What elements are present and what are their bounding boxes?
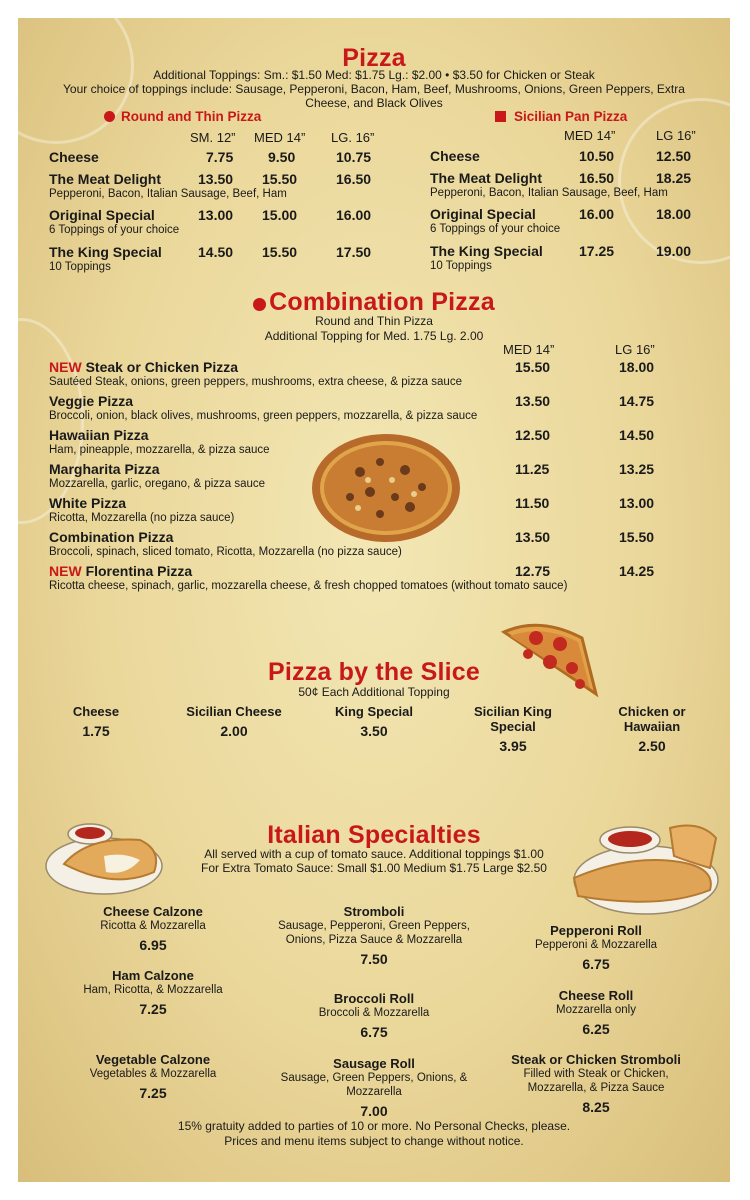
specialty-item-price: 7.50 [360,951,388,967]
specialty-item-price: 6.75 [360,1024,388,1040]
combination-item-desc: Mozzarella, garlic, oregano, & pizza sauce [49,478,266,490]
specialty-item-desc: Pepperoni & Mozzarella [534,939,658,951]
combination-topping-note: Additional Topping for Med. 1.75 Lg. 2.00 [264,329,484,343]
bullet-icon [104,111,115,122]
specialty-item-name: Cheese Calzone [103,904,203,919]
round-item-price: 17.50 [336,244,372,260]
slice-item-name: King Special [334,704,414,719]
combination-item-price: 13.00 [619,495,655,511]
round-item-name: Cheese [49,149,99,165]
sicilian-pan-heading: Sicilian Pan Pizza [495,109,627,124]
new-badge: NEW [49,563,82,579]
round-item-price: 14.50 [198,244,234,260]
sicilian-item-price: 10.50 [579,148,615,164]
round-item-name: Original Special [49,207,155,223]
combination-item-desc: Ricotta, Mozzarella (no pizza sauce) [49,512,235,524]
round-item-desc: 10 Toppings [49,261,111,273]
specialty-item [264,1056,484,1119]
sicilian-item-desc: 6 Toppings of your choice [430,223,561,235]
toppings-choice-note-cont: Cheese, and Black Olives [305,96,443,110]
sicilian-item-price: 18.25 [656,170,692,186]
specialty-item [486,1052,706,1115]
sicilian-item-price: 12.50 [656,148,692,164]
specialty-item-price: 6.95 [139,937,167,953]
combination-item-name: White Pizza [49,495,127,511]
combination-item-price: 14.50 [619,427,655,443]
round-size-sm: SM. 12” [190,130,236,145]
sicilian-item-price: 17.25 [579,243,615,259]
specialty-item-price: 7.25 [139,1001,167,1017]
specialty-item [496,988,696,1037]
specialty-item-price: 6.75 [582,956,610,972]
sicilian-item-name: Original Special [430,206,536,222]
combination-item-desc: Broccoli, spinach, sliced tomato, Ricotta, Mozzarella (no pizza sauce) [49,546,402,558]
specialty-item-desc: Mozzarella only [556,1004,636,1016]
round-item-price: 9.50 [268,149,296,165]
specialty-item [58,904,248,953]
bullet-icon [253,298,266,311]
specialty-item-name: Stromboli [343,904,405,919]
combination-item-price: 11.50 [515,495,550,511]
combination-item-desc: Ricotta cheese, spinach, garlic, mozzarella cheese, & fresh chopped tomatoes (without tomato sauce) [49,580,568,592]
sicilian-item-desc: 10 Toppings [430,260,492,272]
slice-item [602,704,702,754]
sicilian-item-price: 16.50 [579,170,615,186]
toppings-choice-note: Your choice of toppings include: Sausage, Pepperoni, Bacon, Ham, Beef, Mushrooms, Onions, Green Peppers, Extra [63,82,685,96]
round-item-desc: 6 Toppings of your choice [49,224,180,236]
specialty-item-name: Vegetable Calzone [95,1052,211,1067]
combination-item-name: NEW Steak or Chicken Pizza [49,359,239,375]
specialty-item [58,1052,248,1101]
round-item-price: 16.00 [336,207,372,223]
slice-item-price: 2.50 [638,738,666,754]
slice-item [48,704,144,739]
slice-item [458,704,568,754]
round-size-med: MED 14” [254,130,306,145]
slice-item-name: Cheese [72,704,120,719]
combination-item-price: 15.50 [619,529,655,545]
specialty-item-price: 7.25 [139,1085,167,1101]
specialty-item [58,968,248,1017]
combination-title: Combination Pizza [18,288,730,317]
pizza-title: Pizza [342,44,406,72]
specialty-item-desc: Broccoli & Mozzarella [318,1007,430,1019]
combination-item-price: 13.25 [619,461,655,477]
combination-size-lg: LG 16” [615,342,655,357]
specialty-item-name: Ham Calzone [112,968,194,983]
slice-item [168,704,300,739]
sicilian-size-lg: LG 16” [656,128,696,143]
combination-item-price: 14.25 [619,563,655,579]
round-item-price: 16.50 [336,171,372,187]
specialty-item-price: 7.00 [360,1103,388,1119]
specialty-item-name: Sausage Roll [333,1056,415,1071]
combination-item-price: 11.25 [515,461,550,477]
combination-item-price: 13.50 [515,393,551,409]
round-item-desc: Pepperoni, Bacon, Italian Sausage, Beef, Ham [49,188,287,200]
round-thin-heading: Round and Thin Pizza [104,109,261,124]
specialties-extra-sauce-note: For Extra Tomato Sauce: Small $1.00 Medium $1.75 Large $2.50 [201,861,547,875]
round-item-price: 13.00 [198,207,234,223]
combination-subtitle: Round and Thin Pizza [315,314,433,328]
round-item-price: 15.00 [262,207,298,223]
round-item-name: The Meat Delight [49,171,162,187]
combination-item-price: 12.75 [515,563,551,579]
slice-item-name: Sicilian Cheese [186,704,282,719]
round-item-name: The King Special [49,244,162,260]
combination-item-name: Veggie Pizza [49,393,134,409]
specialty-item [264,991,484,1040]
slice-item-name: Chicken or Hawaiian [618,704,686,734]
gratuity-note: 15% gratuity added to parties of 10 or more. No Personal Checks, please. [177,1119,571,1133]
sicilian-size-med: MED 14” [564,128,616,143]
specialty-item-name: Cheese Roll [558,988,634,1003]
combination-item-price: 15.50 [515,359,551,375]
whole-pizza-image [310,432,462,544]
round-item-price: 15.50 [262,171,298,187]
combination-item-name: Hawaiian Pizza [49,427,149,443]
specialty-item [264,904,484,967]
combination-item-price: 14.75 [619,393,655,409]
toppings-pricing-note: Additional Toppings: Sm.: $1.50 Med: $1.75 Lg.: $2.00 • $3.50 for Chicken or Steak [153,68,595,82]
sicilian-item-name: The King Special [430,243,543,259]
round-item-price: 13.50 [198,171,234,187]
specialty-item-desc: Filled with Steak or Chicken, Mozzarella, & Pizza Sauce [523,1068,669,1094]
combination-size-med: MED 14” [503,342,555,357]
new-badge: NEW [49,359,82,375]
specialty-item-desc: Sausage, Pepperoni, Green Peppers, Onions, Pizza Sauce & Mozzarella [278,920,470,946]
specialty-item-desc: Sausage, Green Peppers, Onions, & Mozzarella [280,1072,468,1098]
sicilian-item-price: 18.00 [656,206,692,222]
combination-item-price: 18.00 [619,359,655,375]
sicilian-item-name: The Meat Delight [430,170,543,186]
sicilian-item-name: Cheese [430,148,480,164]
slice-item-price: 3.50 [360,723,388,739]
specialty-item-name: Broccoli Roll [333,991,415,1006]
round-item-price: 15.50 [262,244,298,260]
combination-item-name: NEW Florentina Pizza [49,563,193,579]
sicilian-item-desc: Pepperoni, Bacon, Italian Sausage, Beef, Ham [430,187,668,199]
slice-item [318,704,430,739]
combination-item-desc: Broccoli, onion, black olives, mushrooms, green peppers, mozzarella, & pizza sauce [49,410,478,422]
specialty-item-price: 8.25 [582,1099,610,1115]
combination-item-name: Margharita Pizza [49,461,160,477]
menu-page [18,18,730,1182]
specialties-note: All served with a cup of tomato sauce. Additional toppings $1.00 [204,847,544,861]
specialty-item [496,923,696,972]
specialty-item-desc: Vegetables & Mozzarella [89,1068,217,1080]
slice-item-price: 1.75 [82,723,110,739]
slice-item-price: 2.00 [220,723,248,739]
specialty-item-name: Steak or Chicken Stromboli [511,1052,681,1067]
combination-item-price: 12.50 [515,427,551,443]
bullet-square-icon [495,111,506,122]
specialty-item-desc: Ham, Ricotta, & Mozzarella [83,984,223,996]
specialty-item-desc: Ricotta & Mozzarella [100,920,206,932]
combination-item-desc: Sautéed Steak, onions, green peppers, mushrooms, extra cheese, & pizza sauce [49,376,462,388]
price-change-note: Prices and menu items subject to change without notice. [224,1134,524,1148]
specialty-item-price: 6.25 [582,1021,610,1037]
round-item-price: 10.75 [336,149,372,165]
slice-item-price: 3.95 [499,738,527,754]
sicilian-item-price: 19.00 [656,243,692,259]
slice-item-name: Sicilian King Special [473,704,552,734]
combination-item-price: 13.50 [515,529,551,545]
round-item-price: 7.75 [206,149,234,165]
round-size-lg: LG. 16” [331,130,375,145]
sicilian-item-price: 16.00 [579,206,615,222]
slice-subtitle: 50¢ Each Additional Topping [298,685,450,699]
slice-title: Pizza by the Slice [267,658,480,686]
specialties-title: Italian Specialties [267,821,481,849]
combination-item-name: Combination Pizza [49,529,174,545]
specialty-item-name: Pepperoni Roll [550,923,642,938]
combination-item-desc: Ham, pineapple, mozzarella, & pizza sauce [49,444,270,456]
